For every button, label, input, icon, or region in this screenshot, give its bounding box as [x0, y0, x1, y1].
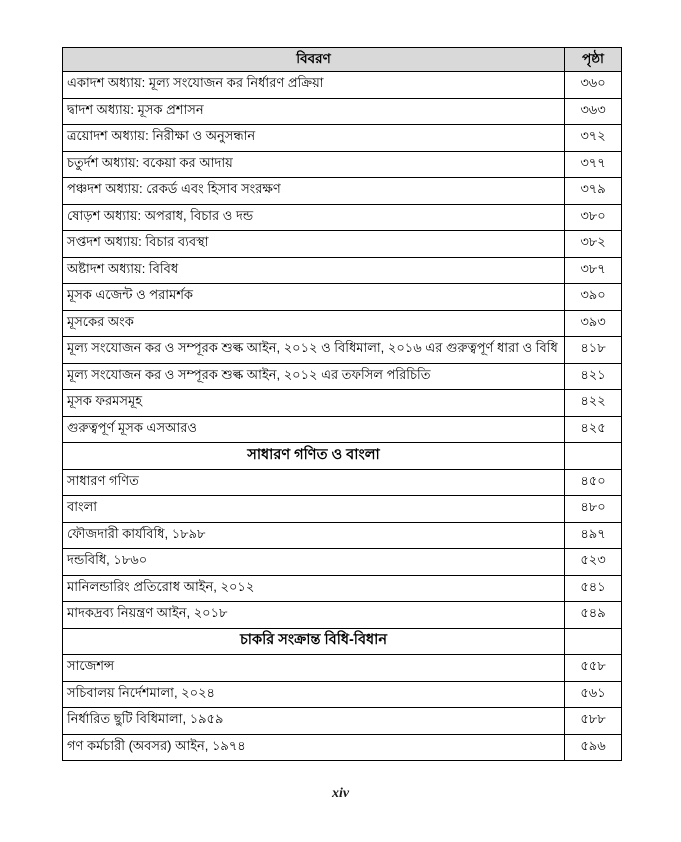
row-description: দন্ডবিধি, ১৮৬০ — [63, 549, 565, 576]
table-row — [63, 337, 622, 364]
row-description: চতুর্দশ অধ্যায়: বকেয়া কর আদায় — [63, 151, 565, 178]
table-row — [63, 655, 622, 682]
row-page-number: ৪১৮ — [565, 337, 622, 364]
row-page-number: ৩৬০ — [565, 72, 622, 99]
table-row — [63, 284, 622, 311]
table-row — [63, 496, 622, 523]
row-page-number: ৩৯০ — [565, 284, 622, 311]
row-page-number: ৫৪১ — [565, 575, 622, 602]
row-description: গণ কর্মচারী (অবসর) আইন, ১৯৭৪ — [63, 734, 565, 761]
row-description: মূসক ফরমসমূহ — [63, 390, 565, 417]
row-description: সাজেশন্স — [63, 655, 565, 682]
table-row — [63, 602, 622, 629]
section-header-row — [63, 628, 622, 655]
row-description: দ্বাদশ অধ্যায়: মূসক প্রশাসন — [63, 98, 565, 125]
row-page-number: ৩৭৯ — [565, 178, 622, 205]
row-page-number: ৪২১ — [565, 363, 622, 390]
row-page-number: ৪৮০ — [565, 496, 622, 523]
table-row — [63, 98, 622, 125]
table-row — [63, 363, 622, 390]
row-page-number: ৩৯৩ — [565, 310, 622, 337]
table-row — [63, 416, 622, 443]
row-page-number: ৩৮০ — [565, 204, 622, 231]
column-header-description: বিবরণ — [63, 48, 565, 72]
row-page-number: ৫৬১ — [565, 681, 622, 708]
row-description: নির্ধারিত ছুটি বিধিমালা, ১৯৫৯ — [63, 708, 565, 735]
row-page-number — [565, 443, 622, 470]
row-description: ফৌজদারী কার্যবিধি, ১৮৯৮ — [63, 522, 565, 549]
table-row — [63, 681, 622, 708]
table-row — [63, 575, 622, 602]
table-row — [63, 734, 622, 761]
toc-table — [62, 47, 622, 761]
row-page-number: ৩৭৭ — [565, 151, 622, 178]
table-row — [63, 204, 622, 231]
row-page-number: ৪২২ — [565, 390, 622, 417]
row-page-number — [565, 628, 622, 655]
table-row — [63, 151, 622, 178]
row-description: মূল্য সংযোজন কর ও সম্পূরক শুল্ক আইন, ২০১২ এর তফসিল পরিচিতি — [63, 363, 565, 390]
row-description: গুরুত্বপূর্ণ মূসক এসআরও — [63, 416, 565, 443]
row-description: অষ্টাদশ অধ্যায়: বিবিধ — [63, 257, 565, 284]
page-number-footer: xiv — [331, 786, 350, 801]
table-row — [63, 390, 622, 417]
table-row — [63, 469, 622, 496]
row-page-number: ৩৬৩ — [565, 98, 622, 125]
row-description: মানিলন্ডারিং প্রতিরোধ আইন, ২০১২ — [63, 575, 565, 602]
row-description: মূসকের অংক — [63, 310, 565, 337]
row-description: মাদকদ্রব্য নিয়ন্ত্রণ আইন, ২০১৮ — [63, 602, 565, 629]
table-row — [63, 257, 622, 284]
table-row — [63, 125, 622, 152]
row-page-number: ৫৮৮ — [565, 708, 622, 735]
row-description: ত্রয়োদশ অধ্যায়: নিরীক্ষা ও অনুসন্ধান — [63, 125, 565, 152]
table-header-row — [63, 48, 622, 72]
row-description: ষোড়শ অধ্যায়: অপরাধ, বিচার ও দন্ড — [63, 204, 565, 231]
row-description: সপ্তদশ অধ্যায়: বিচার ব্যবস্থা — [63, 231, 565, 258]
row-page-number: ৫৫৮ — [565, 655, 622, 682]
row-description: বাংলা — [63, 496, 565, 523]
section-header-row — [63, 443, 622, 470]
table-row — [63, 522, 622, 549]
row-page-number: ৩৮২ — [565, 231, 622, 258]
row-description: সচিবালয় নির্দেশমালা, ২০২৪ — [63, 681, 565, 708]
section-title: চাকরি সংক্রান্ত বিধি-বিধান — [63, 628, 565, 655]
table-row — [63, 310, 622, 337]
row-description: একাদশ অধ্যায়: মূল্য সংযোজন কর নির্ধারণ প্রক্রিয়া — [63, 72, 565, 99]
row-page-number: ৫৪৯ — [565, 602, 622, 629]
row-description: সাধারণ গণিত — [63, 469, 565, 496]
row-page-number: ৫২৩ — [565, 549, 622, 576]
column-header-page: পৃষ্ঠা — [565, 48, 622, 72]
row-page-number: ৪৯৭ — [565, 522, 622, 549]
table-row — [63, 231, 622, 258]
row-description: মূসক এজেন্ট ও পরামর্শক — [63, 284, 565, 311]
table-row — [63, 178, 622, 205]
table-row — [63, 72, 622, 99]
table-row — [63, 549, 622, 576]
row-page-number: ৩৭২ — [565, 125, 622, 152]
section-title: সাধারণ গণিত ও বাংলা — [63, 443, 565, 470]
row-description: পঞ্চদশ অধ্যায়: রেকর্ড এবং হিসাব সংরক্ষণ — [63, 178, 565, 205]
row-description: মূল্য সংযোজন কর ও সম্পূরক শুল্ক আইন, ২০১২ ও বিধিমালা, ২০১৬ এর গুরুত্বপূর্ণ ধারা ও বিধি — [63, 337, 565, 364]
row-page-number: ৪৫০ — [565, 469, 622, 496]
row-page-number: ৪২৫ — [565, 416, 622, 443]
row-page-number: ৩৮৭ — [565, 257, 622, 284]
row-page-number: ৫৯৬ — [565, 734, 622, 761]
table-row — [63, 708, 622, 735]
